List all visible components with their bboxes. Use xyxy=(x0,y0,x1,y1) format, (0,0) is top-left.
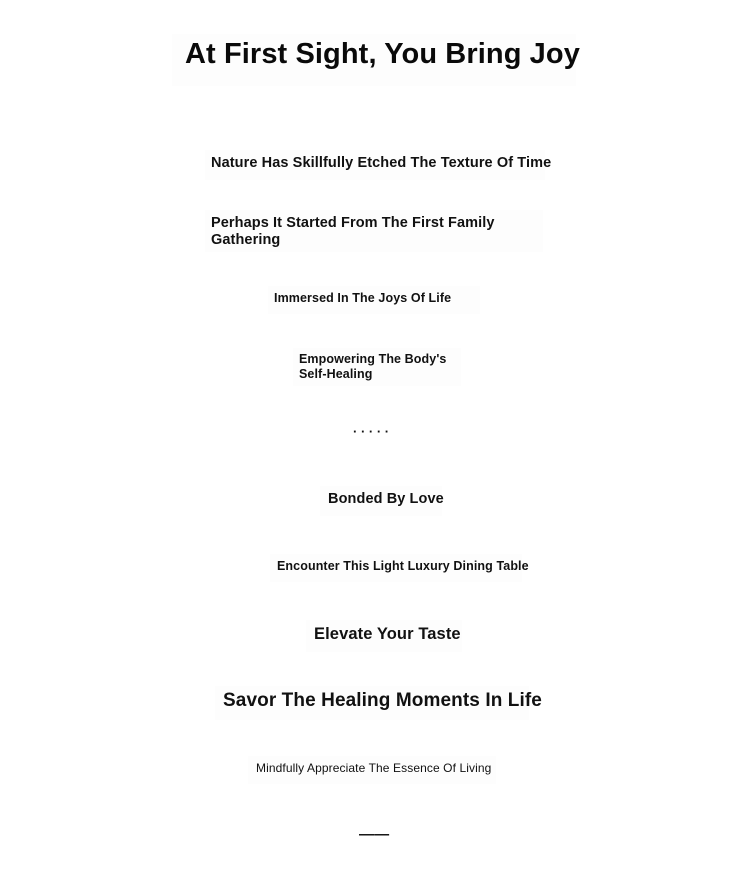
text-line-2: Perhaps It Started From The First Family Gathering xyxy=(211,215,495,248)
text-line-9: Savor The Healing Moments In Life xyxy=(223,690,542,711)
text-line-6: Bonded By Love xyxy=(328,491,444,507)
text-line-1: Nature Has Skillfully Etched The Texture Of Time xyxy=(211,155,552,171)
text-line-4: Empowering The Body's Self-Healing xyxy=(299,352,447,381)
text-line-3: Immersed In The Joys Of Life xyxy=(274,291,452,305)
text-line-7: Encounter This Light Luxury Dining Table xyxy=(277,559,529,573)
text-line-8: Elevate Your Taste xyxy=(314,625,461,643)
page-title: At First Sight, You Bring Joy xyxy=(185,38,580,70)
text-line-10: Mindfully Appreciate The Essence Of Living xyxy=(256,761,492,775)
dash-divider: —— xyxy=(359,826,390,843)
dots-divider: · · · · · xyxy=(353,424,390,439)
